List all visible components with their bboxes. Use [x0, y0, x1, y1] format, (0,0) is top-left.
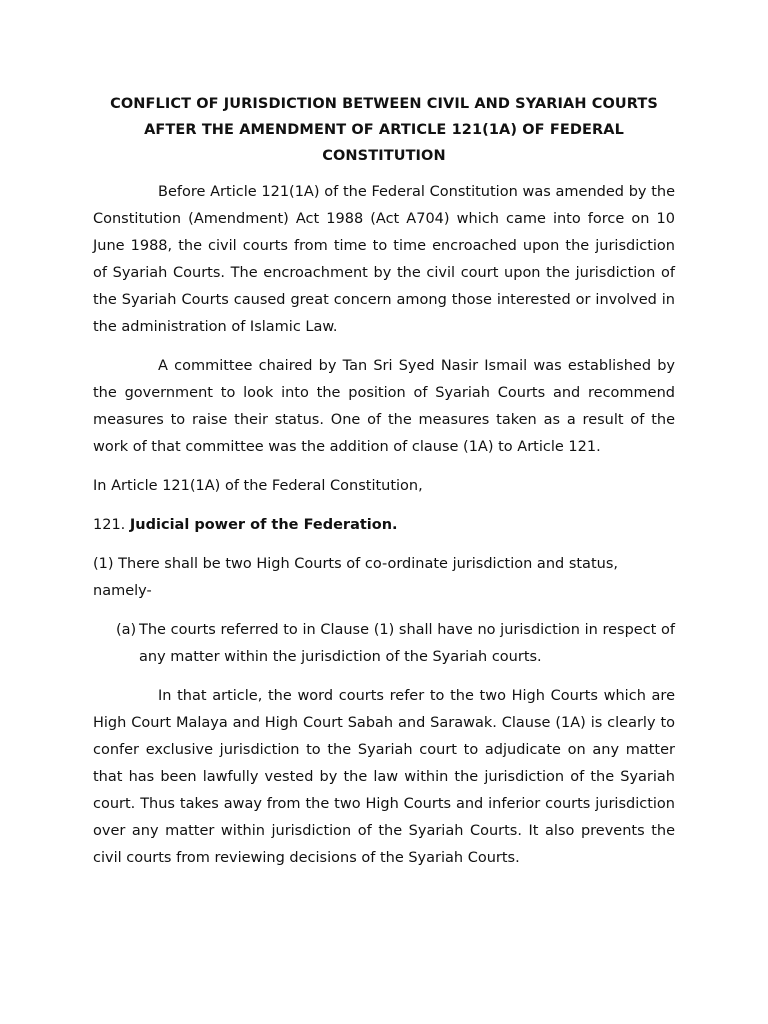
article-heading-line	[93, 512, 675, 539]
list-item	[116, 617, 675, 671]
title-line-2: AFTER THE AMENDMENT OF ARTICLE 121(1A) OF FEDERAL	[144, 122, 624, 138]
title-line-3: CONSTITUTION	[322, 148, 446, 164]
list-marker: (a)	[116, 622, 137, 638]
paragraph-4: In that article, the word courts refer to the two High Courts which are High Court Malaya and High Court Sabah and Sarawak. Clause (1A) is clearly to confer exclusive jurisdiction to the Syariah court to adjudicate on any matter that has been lawfully vested by the law within the jurisdiction of the Syariah court. Thus takes away from the two High Courts and inferior courts jurisdiction over any matter within jurisdiction of the Syariah Courts. It also prevents the civil courts from reviewing decisions of the Syariah Courts.	[93, 688, 675, 866]
paragraph-1: Before Article 121(1A) of the Federal Constitution was amended by the Constitution (Amendment) Act 1988 (Act A704) which came into force on 10 June 1988, the civil courts from time to time encroached upon the jurisdiction of Syariah Courts. The encroachment by the civil court upon the jurisdiction of the Syariah Courts caused great concern among those interested or involved in the administration of Islamic Law.	[93, 184, 675, 335]
paragraph-2: A committee chaired by Tan Sri Syed Nasir Ismail was established by the government to look into the position of Syariah Courts and recommend measures to raise their status. One of the measures taken as a result of the work of that committee was the addition of clause (1A) to Article 121.	[93, 358, 675, 455]
clause-1: (1) There shall be two High Courts of co-ordinate jurisdiction and status, namely-	[93, 556, 618, 599]
paragraph-3: In Article 121(1A) of the Federal Constitution,	[93, 478, 423, 494]
article-heading: Judicial power of the Federation.	[129, 517, 398, 533]
document-title	[93, 91, 675, 169]
document-page	[93, 91, 675, 872]
list-text: The courts referred to in Clause (1) shall have no jurisdiction in respect of any matter within the jurisdiction of the Syariah courts.	[139, 622, 675, 665]
title-line-1: CONFLICT OF JURISDICTION BETWEEN CIVIL AND SYARIAH COURTS	[110, 96, 658, 112]
article-number: 121.	[93, 517, 126, 533]
